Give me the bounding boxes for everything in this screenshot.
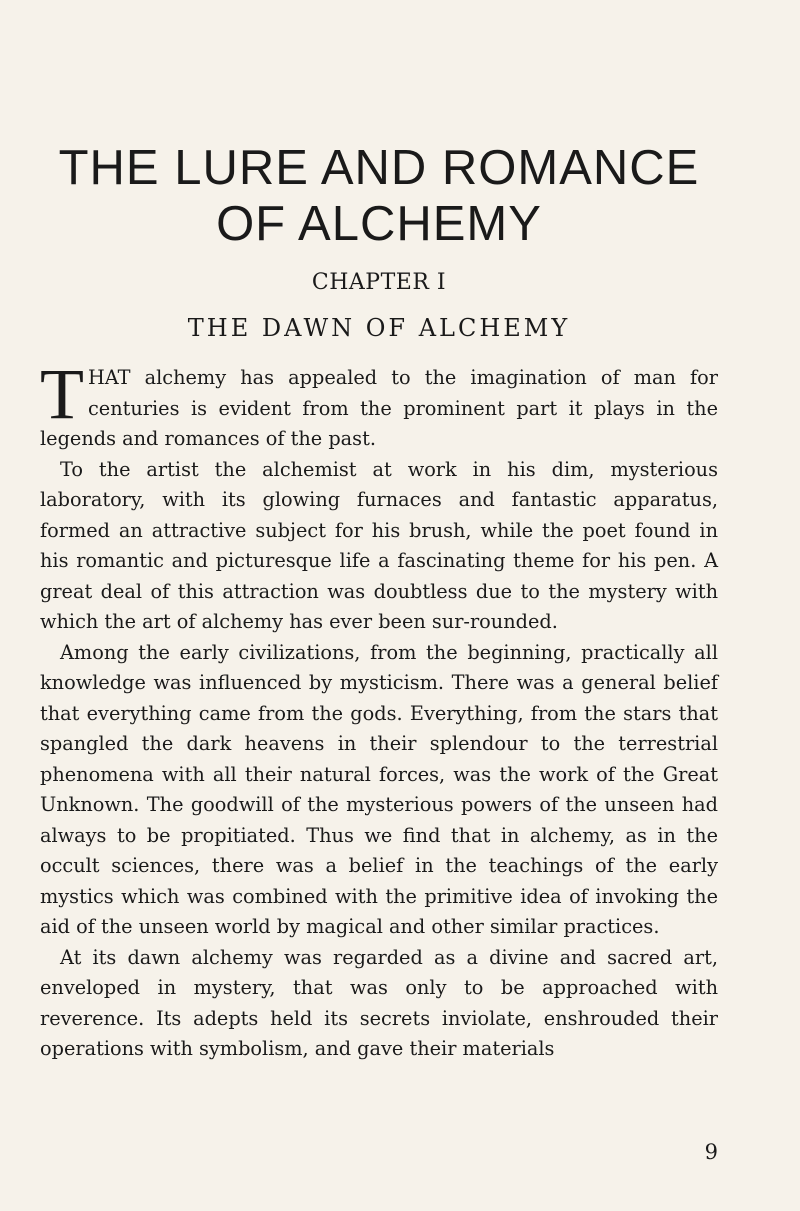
paragraph-3: Among the early civilizations, from the beginning, practically all knowledge was influenced by mysticism. There was a general belief that everything came from the gods. Everything, from the stars that spangled the dark heavens in their splendour to the terrestrial phenomena with all their natural forces, was the work of the Great Unknown. The goodwill of the mysterious powers of the unseen had always to be propitiated. Thus we find that in alchemy, as in the occult sciences, there was a belief in the teachings of the early mystics which was combined with the primitive idea of invoking the aid of the unseen world by magical and other similar practices. — [40, 640, 718, 938]
chapter-number: CHAPTER I — [311, 270, 447, 295]
paragraph-1 — [40, 354, 718, 455]
chapter-title: THE DAWN OF ALCHEMY — [187, 314, 571, 342]
drop-cap: T — [40, 354, 84, 434]
chapter-body — [40, 354, 718, 1065]
book-title-line-2: OF ALCHEMY — [216, 197, 542, 251]
paragraph-2: To the artist the alchemist at work in his dim, mysterious laboratory, with its glowing furnaces and fantastic apparatus, formed an attractive subject for his brush, while the poet found in his romantic and picturesque life a fascinating theme for his pen. A great deal of this attraction was doubtless due to the mystery with which the art of alchemy has ever been sur-rounded. — [40, 457, 718, 633]
paragraph-4: At its dawn alchemy was regarded as a divine and sacred art, enveloped in mystery, that was only to be approached with reverence. Its adepts held its secrets inviolate, enshrouded their operations with symbolism, and gave their materials — [40, 945, 718, 1060]
paragraph-1-text: HAT alchemy has appealed to the imagination of man for centuries is evident from the prominent part it plays in the legends and romances of the past. — [40, 366, 718, 450]
book-title-line-1: THE LURE AND ROMANCE — [58, 141, 700, 195]
book-page — [40, 0, 718, 1211]
page-number: 9 — [704, 1140, 718, 1164]
